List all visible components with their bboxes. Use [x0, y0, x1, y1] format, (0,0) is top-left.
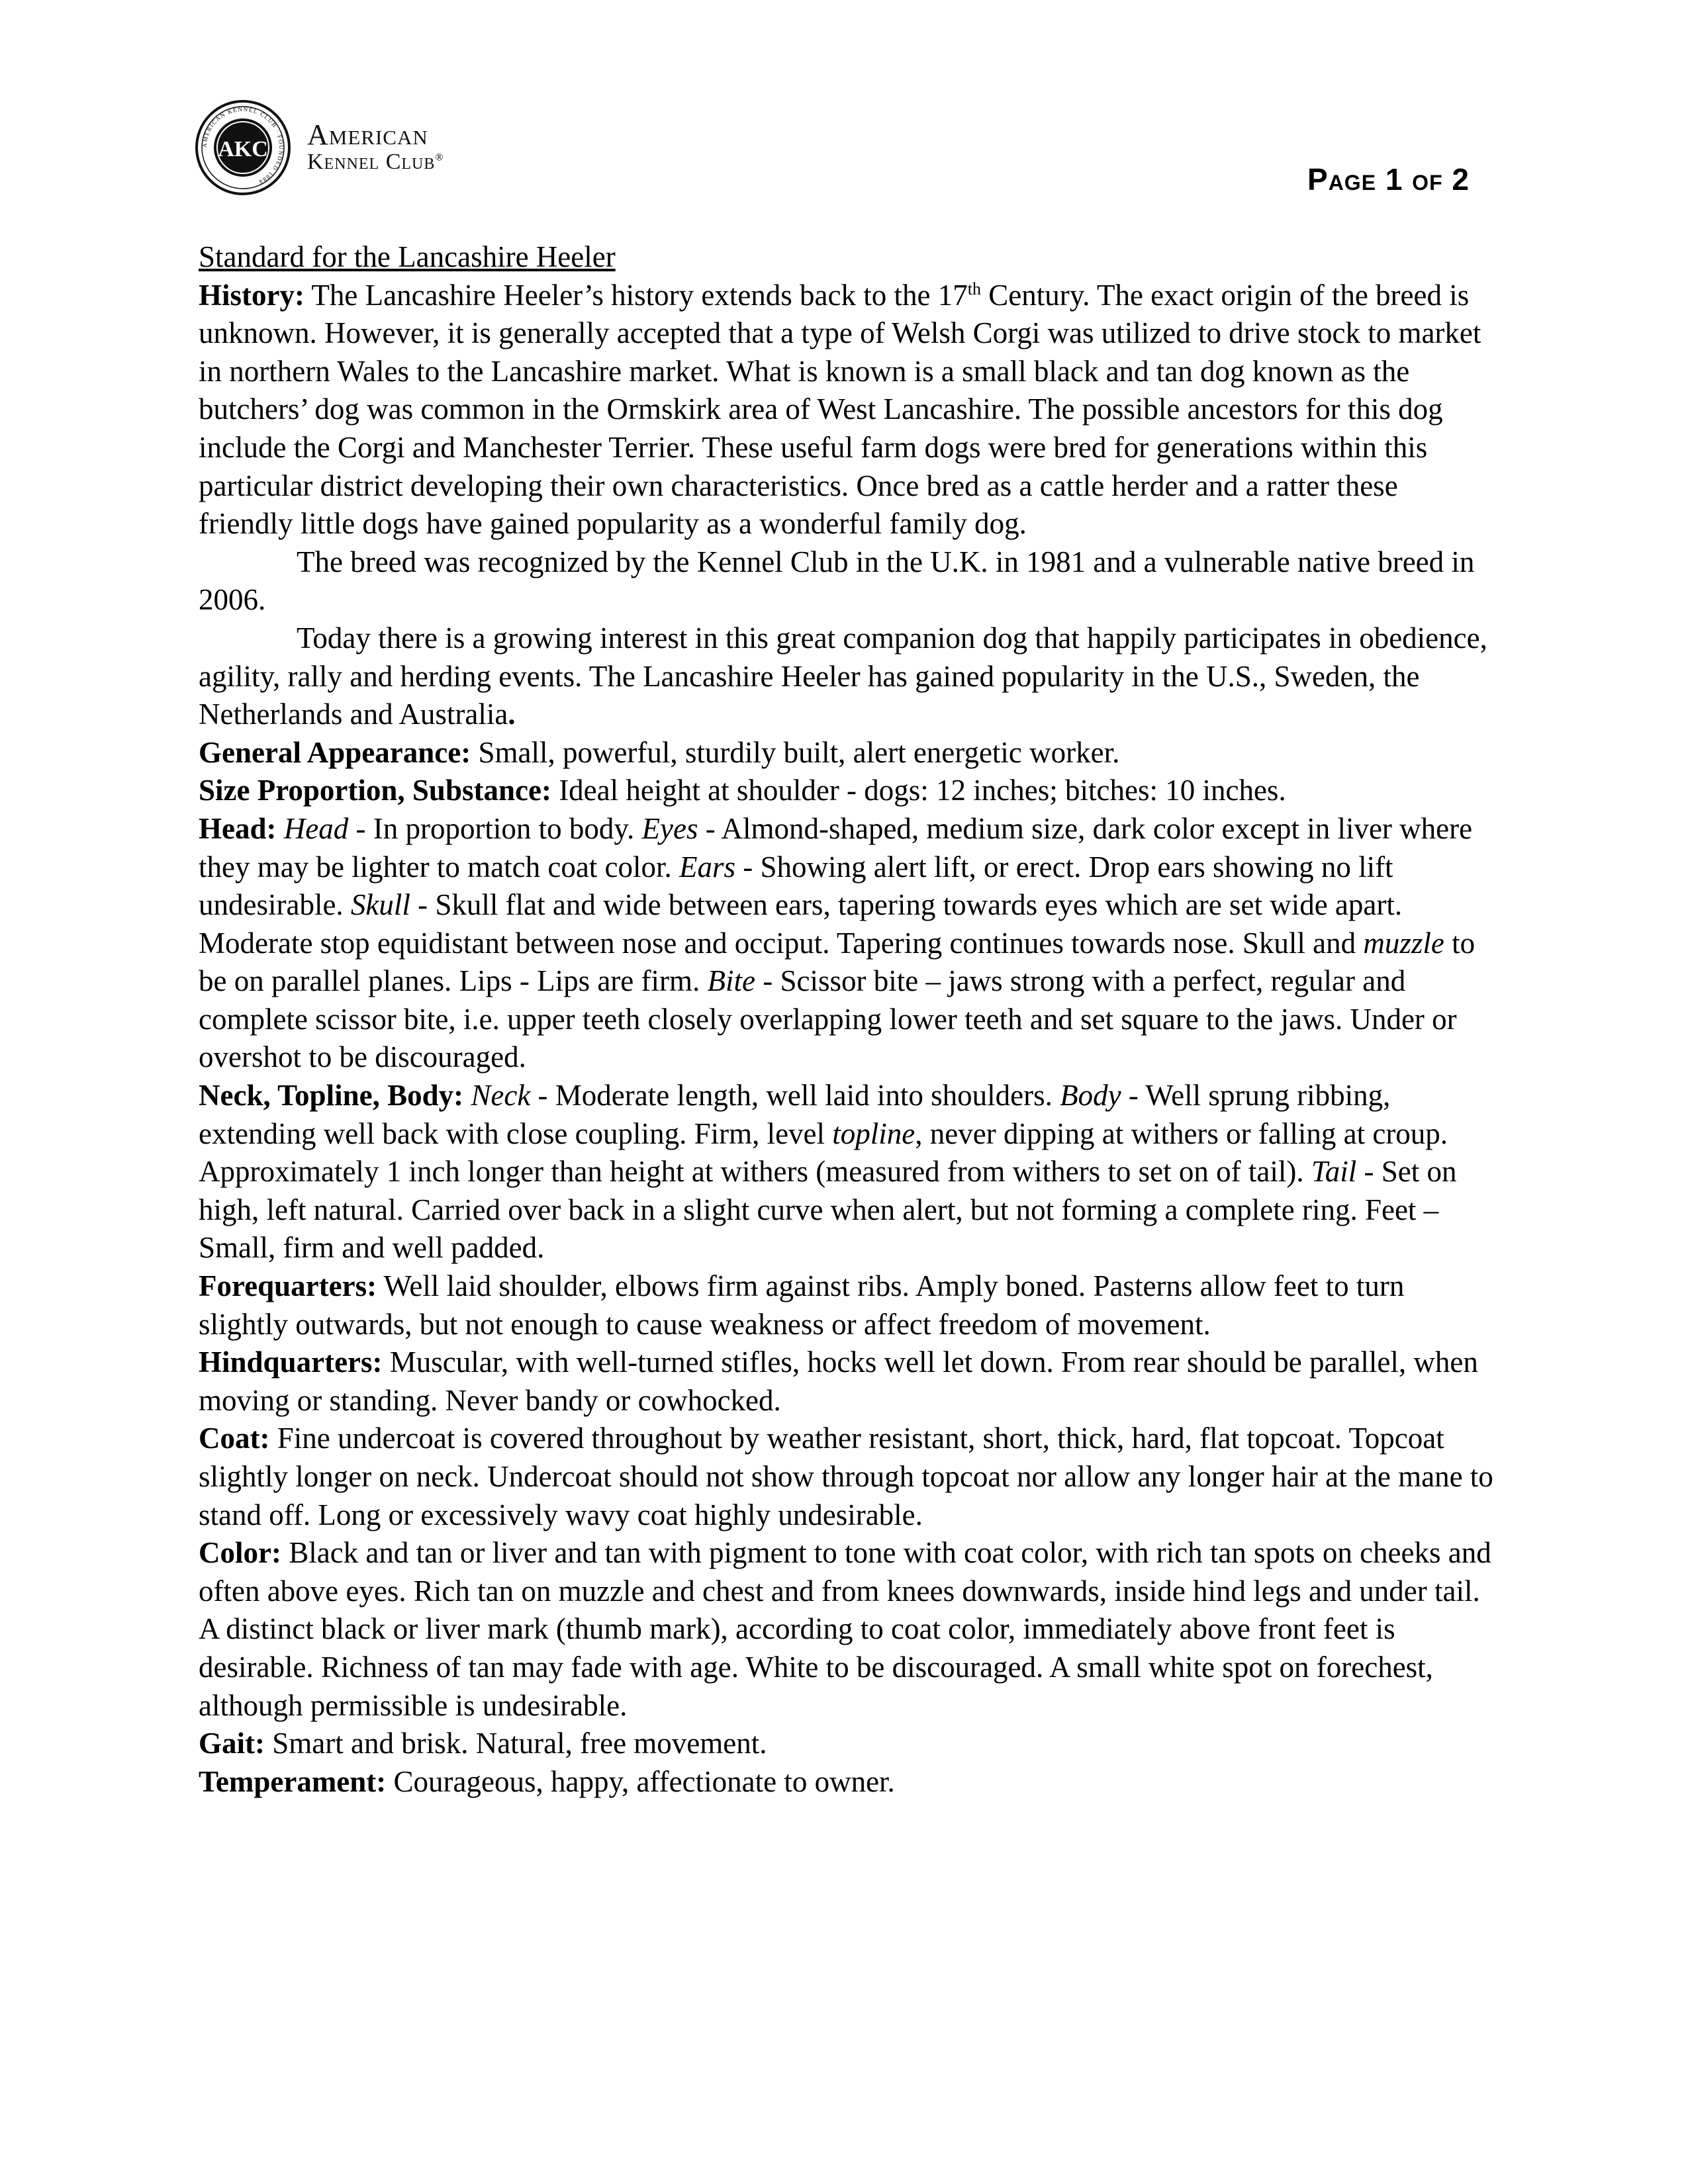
- size-section: [199, 772, 1496, 810]
- history-text: The Lancashire Heeler’s history extends back to the 17: [304, 278, 968, 312]
- akc-logo: [193, 98, 471, 197]
- muzzle-text: to be on parallel planes. Lips - Lips are firm.: [199, 926, 1476, 998]
- ears-text: - Showing alert lift, or erect. Drop ears showing no lift undesirable.: [199, 850, 1393, 922]
- body-text: - Well sprung ribbing, extending well back with close coupling. Firm, level: [199, 1079, 1391, 1150]
- gait-text: Smart and brisk. Natural, free movement.: [264, 1727, 767, 1760]
- eyes-text: - Almond-shaped, medium size, dark color except in liver where they may be lighter to match coat color.: [199, 811, 1473, 884]
- gait-section: [199, 1725, 1496, 1763]
- forequarters-text: Well laid shoulder, elbows firm against ribs. Amply boned. Pasterns allow feet to turn slightly outwards, but not enough to cause weakness or affect freedom of movement.: [199, 1269, 1405, 1341]
- skull-text: - Skull flat and wide between ears, tapering towards eyes which are set wide apart. Moderate stop equidistant between nose and occiput. Tapering continues towards nose. Skull and: [199, 888, 1403, 960]
- history-text-continued: Century. The exact origin of the breed is unknown. However, it is generally accepted that a type of Welsh Corgi was utilized to drive stock to market in northern Wales to the Lancashire market. What is known is a small black and tan dog known as the butchers’ dog was common in the Ormskirk area of West Lancashire. The possible ancestors for this dog include the Corgi and Manchester Terrier. These useful farm dogs were bred for generations within this particular district developing their own characteristics. Once bred as a cattle herder and a ratter these friendly little dogs have gained popularity as a wonderful family dog.: [199, 278, 1481, 541]
- color-text: Black and tan or liver and tan with pigment to tone with coat color, with rich tan spots on cheeks and often above eyes. Rich tan on muzzle and chest and from knees downwards, inside hind legs and under tail. A distinct black or liver mark (thumb mark), according to coat color, immediately above front feet is desirable. Richness of tan may fade with age. White to be discouraged. A small white spot on forechest, although permissible is undesirable.: [199, 1536, 1491, 1722]
- head-section: [199, 810, 1496, 1077]
- hindquarters-label: Hindquarters:: [199, 1345, 383, 1379]
- history-superscript: th: [967, 279, 981, 298]
- topline-term: topline: [832, 1116, 915, 1150]
- neck-topline-body-section: [199, 1077, 1496, 1267]
- gait-label: Gait:: [199, 1727, 265, 1760]
- topline-text: , never dipping at withers or falling at croup. Approximately 1 inch longer than height at withers (measured from withers to set on of tail).: [199, 1116, 1448, 1189]
- temperament-label: Temperament:: [199, 1764, 387, 1798]
- temperament-section: [199, 1763, 1496, 1801]
- history-label: History:: [199, 278, 305, 312]
- logo-ring-text: AMERICAN KENNEL CLUB · FOUNDED 1884: [201, 105, 285, 186]
- color-label: Color:: [199, 1536, 281, 1570]
- history-section: [199, 277, 1496, 543]
- coat-label: Coat:: [199, 1422, 270, 1455]
- history-paragraph-3-text: Today there is a growing interest in this great companion dog that happily participates in obedience, agility, rally and herding events. The Lancashire Heeler has gained popularity in the U.S., Sweden, the Netherlands and Australia: [199, 621, 1487, 731]
- coat-text: Fine undercoat is covered throughout by weather resistant, short, thick, hard, flat topcoat. Topcoat slightly longer on neck. Undercoat should not show through topcoat nor allow any longer hair at the mane to stand off. Long or excessively wavy coat highly undesirable.: [199, 1422, 1493, 1531]
- logo-line-2: [307, 150, 444, 175]
- coat-section: [199, 1420, 1496, 1534]
- history-paragraph-3-end: .: [508, 698, 516, 731]
- bite-term: Bite: [707, 964, 755, 998]
- skull-term: Skull: [350, 888, 410, 922]
- logo-line-1: American: [307, 118, 428, 151]
- bite-text: - Scissor bite – jaws strong with a perfect, regular and complete scissor bite, i.e. upper teeth closely overlapping lower teeth and set square to the jaws. Under or overshot to be discouraged.: [199, 964, 1457, 1074]
- muzzle-term: muzzle: [1363, 926, 1444, 960]
- registered-mark: ®: [435, 152, 444, 163]
- hindquarters-section: [199, 1343, 1496, 1420]
- size-text: Ideal height at shoulder - dogs: 12 inches; bitches: 10 inches.: [551, 774, 1286, 807]
- size-label: Size Proportion, Substance:: [199, 774, 551, 807]
- general-appearance-label: General Appearance:: [199, 735, 471, 769]
- head-text: - In proportion to body.: [348, 811, 642, 845]
- temperament-text: Courageous, happy, affectionate to owner.: [386, 1764, 895, 1798]
- document-body: [199, 238, 1496, 1801]
- neck-text: - Moderate length, well laid into shoulders.: [530, 1079, 1060, 1113]
- general-appearance-text: Small, powerful, sturdily built, alert energetic worker.: [471, 735, 1120, 769]
- forequarters-label: Forequarters:: [199, 1269, 377, 1303]
- forequarters-section: [199, 1267, 1496, 1343]
- neck-topline-body-label: Neck, Topline, Body:: [199, 1079, 464, 1113]
- neck-term: Neck: [471, 1079, 531, 1113]
- head-label: Head:: [199, 811, 277, 845]
- history-paragraph-2: The breed was recognized by the Kennel Club in the U.K. in 1981 and a vulnerable native breed in 2006.: [199, 545, 1475, 617]
- head-term: Head: [283, 811, 349, 845]
- tail-text: - Set on high, left natural. Carried over back in a slight curve when alert, but not forming a complete ring. Feet – Small, firm and well padded.: [199, 1155, 1457, 1265]
- body-term: Body: [1060, 1079, 1121, 1113]
- tail-term: Tail: [1311, 1155, 1357, 1189]
- ears-term: Ears: [679, 850, 736, 884]
- page-number: Page 1 of 2: [1307, 162, 1470, 197]
- logo-line-2-text: Kennel Club: [307, 150, 436, 174]
- hindquarters-text: Muscular, with well-turned stifles, hocks well let down. From rear should be parallel, when moving or standing. Never bandy or cowhocked.: [199, 1345, 1478, 1417]
- document-title: Standard for the Lancashire Heeler: [199, 240, 616, 273]
- eyes-term: Eyes: [641, 811, 698, 845]
- color-section: [199, 1534, 1496, 1725]
- general-appearance-section: [199, 734, 1496, 772]
- history-paragraph-3: [199, 619, 1496, 734]
- logo-seal-text: AKC: [218, 137, 268, 161]
